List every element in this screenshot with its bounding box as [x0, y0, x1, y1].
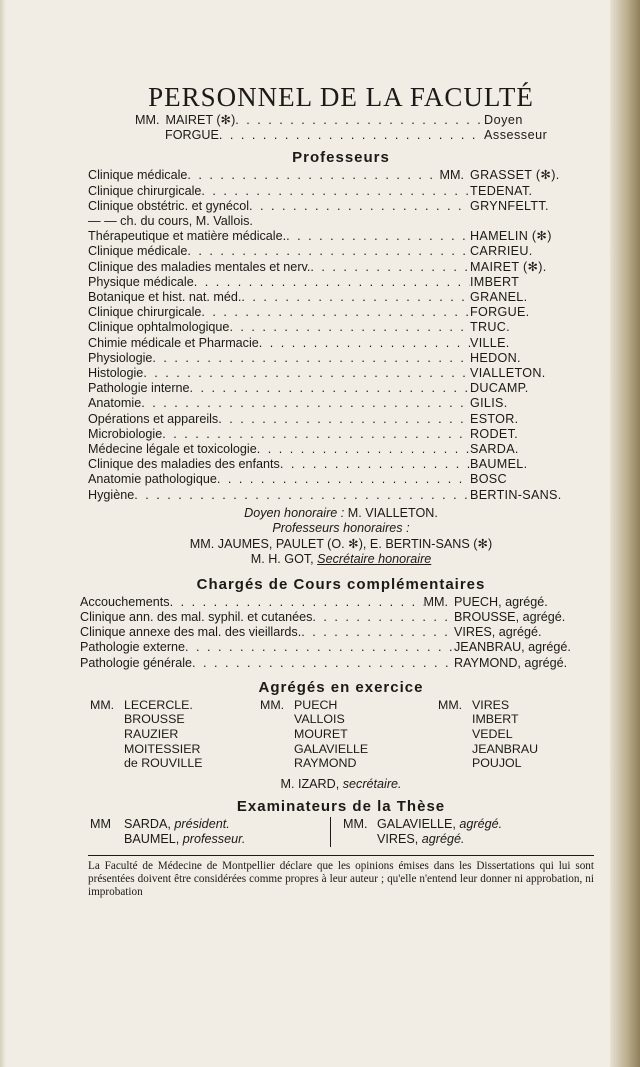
examiner-name: VIRES, [377, 832, 419, 847]
subject: Opérations et appareils [88, 411, 219, 426]
agrege-name: VIRES [472, 697, 510, 712]
leader-dots [229, 320, 470, 335]
examiner-role: agrégé. [421, 832, 465, 847]
leader-dots [217, 472, 470, 487]
professor-name: SARDA. [470, 442, 519, 457]
book-edge [610, 0, 640, 1067]
professor-name: TEDENAT. [470, 183, 533, 198]
professor-name: GRANEL. [470, 290, 528, 305]
professor-row [80, 396, 602, 411]
examiner-name: SARDA, [124, 817, 171, 832]
subject: Clinique médicale [88, 168, 188, 183]
agrege-item [90, 698, 260, 713]
prefix: MM. [90, 697, 115, 712]
officer-name: MAIRET (✻) [165, 113, 236, 127]
charge-name: VIRES, agrégé. [454, 625, 542, 640]
honorary-profs-names: MM. JAUMES, PAULET (O. ✻), E. BERTIN-SANS (✻) [189, 536, 493, 551]
agrege-item [260, 742, 438, 757]
agrege-item [438, 742, 598, 757]
professor-name: BERTIN-SANS. [470, 487, 562, 502]
agrege-name: LECERCLE. [124, 697, 193, 712]
subject: Médecine légale et toxicologie [88, 442, 257, 457]
subject: Physiologie [88, 350, 153, 365]
professor-name: BAUMEL. [470, 457, 528, 472]
subject: Histologie [88, 366, 144, 381]
page-shadow-left [0, 0, 6, 1067]
agreges-column [260, 698, 438, 771]
leader-dots [190, 381, 470, 396]
agrege-item [260, 698, 438, 713]
agreges-table [80, 698, 602, 771]
prefix [438, 742, 472, 757]
prefix [260, 756, 294, 771]
leader-dots [257, 442, 470, 457]
leader-dots [301, 625, 454, 640]
agrege-name: JEANBRAU [472, 741, 539, 756]
examiner-role: président. [174, 817, 230, 832]
faculty-personnel-page [80, 82, 602, 898]
agrege-item [90, 712, 260, 727]
secretary-title: secrétaire. [342, 776, 402, 791]
honorary-secretary-name: M. H. GOT, [250, 552, 314, 567]
professor-name: RODET. [470, 426, 518, 441]
subject: Physique médicale [88, 274, 194, 289]
honorary-dean-label: Doyen honoraire : [244, 505, 345, 520]
leader-dots [312, 610, 454, 625]
professor-name: TRUC. [470, 320, 510, 335]
agrege-item [260, 727, 438, 742]
examiner-name: GALAVIELLE, [377, 817, 456, 832]
subject: Hygiène [88, 487, 135, 502]
agrege-name: VEDEL [472, 727, 513, 742]
agrege-item [90, 742, 260, 757]
leader-dots [310, 260, 470, 275]
prefix [90, 742, 124, 757]
professor-row [80, 442, 602, 457]
subject: Chimie médicale et Pharmacie [88, 335, 259, 350]
officer-name: FORGUE [165, 128, 219, 143]
leader-dots [162, 427, 470, 442]
subject: Pathologie interne [88, 381, 190, 396]
professor-name: IMBERT [470, 274, 520, 289]
professor-name: GILIS. [470, 396, 508, 411]
professor-row [80, 412, 602, 427]
professor-name: DUCAMP. [470, 381, 529, 396]
leader-dots [219, 128, 484, 143]
professor-row [80, 457, 602, 472]
honorary-secretary [80, 552, 602, 568]
professor-name: GRASSET (✻). [470, 168, 560, 183]
honorary-secretary-title: Secrétaire honoraire [317, 552, 432, 567]
leader-dots [201, 305, 470, 320]
leader-dots [280, 457, 470, 472]
subject: Clinique chirurgicale [88, 183, 202, 198]
leader-dots [249, 199, 470, 214]
prefix: MM. [423, 594, 448, 609]
agrege-name: de ROUVILLE [124, 756, 203, 771]
charge-row [80, 610, 602, 625]
prefix: MM. [135, 113, 160, 127]
agrege-name: POUJOL [472, 756, 522, 771]
subject: Clinique médicale [88, 244, 188, 259]
professor-row [80, 214, 602, 229]
examiner-name: BAUMEL, [124, 832, 180, 847]
leader-dots [235, 113, 484, 128]
honorary-dean-name: M. VIALLETON. [347, 505, 438, 520]
officer-role: Assesseur [484, 128, 548, 143]
subject: — — ch. du cours, M. Vallois. [88, 214, 253, 229]
professor-row [80, 472, 602, 487]
professor-name: MAIRET (✻). [470, 259, 547, 274]
professors-list [80, 168, 602, 502]
agrege-item [438, 698, 598, 713]
agrege-item [90, 727, 260, 742]
charge-name: JEANBRAU, agrégé. [454, 640, 571, 655]
charge-name: BROUSSE, agrégé. [454, 610, 566, 625]
professor-row [80, 184, 602, 199]
professor-name: CARRIEU. [470, 244, 533, 259]
agrege-item [438, 712, 598, 727]
subject: Thérapeutique et matière médicale. [88, 229, 287, 244]
charges-heading: Chargés de Cours complémentaires [196, 575, 486, 593]
agrege-name: VALLOIS [294, 712, 345, 727]
examiner-row [343, 817, 502, 832]
agreges-column [438, 698, 598, 771]
professor-row [80, 244, 602, 259]
professor-row [80, 290, 602, 305]
agreges-heading: Agrégés en exercice [258, 678, 424, 696]
subject: Microbiologie [88, 426, 163, 441]
examiner-role: professeur. [182, 832, 246, 847]
leader-dots [286, 229, 470, 244]
leader-dots [170, 595, 424, 610]
professor-row [80, 260, 602, 275]
agrege-name: MOURET [294, 727, 348, 742]
agrege-name: BROUSSE [124, 712, 185, 727]
leader-dots [194, 275, 470, 290]
examiner-row [90, 817, 330, 832]
prefix: MM. [439, 168, 464, 183]
honorary-profs-heading: Professeurs honoraires : [272, 521, 410, 536]
charge-row [80, 640, 602, 655]
officers-section [80, 113, 602, 143]
charge-name: RAYMOND, agrégé. [454, 655, 568, 670]
prefix [438, 756, 472, 771]
charge-row [80, 656, 602, 671]
leader-dots [192, 656, 454, 671]
disclaimer-note: La Faculté de Médecine de Montpellier déclare que les opinions émises dans les Dissertations qui lui sont présentées doivent être considérées comme propres à leur auteur ; qu'elle n'entend leur donner ni approbation, ni improbation [88, 855, 594, 898]
subject: Clinique annexe des mal. des vieillards. [80, 625, 302, 640]
professor-row [80, 351, 602, 366]
subject: Clinique ophtalmologique [88, 320, 230, 335]
professor-name: ESTOR. [470, 411, 519, 426]
leader-dots [259, 336, 470, 351]
prefix: MM. [438, 697, 463, 712]
professor-row [80, 336, 602, 351]
examiners-heading: Examinateurs de la Thèse [236, 798, 446, 816]
professor-name: HEDON. [470, 350, 521, 365]
prefix: MM. [343, 817, 368, 832]
prefix [260, 727, 294, 742]
professor-row [80, 229, 602, 244]
leader-dots [187, 244, 470, 259]
prefix: MM [90, 817, 111, 832]
professor-row [80, 305, 602, 320]
prefix [90, 712, 124, 727]
agrege-item [438, 756, 598, 771]
subject: Anatomie [88, 396, 142, 411]
professor-row [80, 488, 602, 503]
prefix [260, 742, 294, 757]
secretary-name: M. IZARD, [280, 776, 340, 791]
charge-row [80, 625, 602, 640]
prefix [438, 712, 472, 727]
honorary-dean [80, 506, 602, 522]
leader-dots [185, 640, 454, 655]
examiners-table [80, 817, 602, 847]
agrege-name: PUECH [294, 697, 338, 712]
agrege-item [90, 756, 260, 771]
agrege-name: RAYMOND [294, 756, 357, 771]
professor-name: VIALLETON. [470, 366, 546, 381]
professor-row [80, 381, 602, 396]
leader-dots [143, 366, 470, 381]
subject: Clinique des maladies des enfants [88, 457, 280, 472]
examiner-role: agrégé. [459, 817, 503, 832]
subject: Accouchements [80, 594, 170, 609]
agrege-item [260, 712, 438, 727]
officer-row-dean [80, 113, 602, 128]
leader-dots [201, 184, 470, 199]
leader-dots [141, 396, 470, 411]
charge-name: PUECH, agrégé. [454, 594, 548, 609]
agrege-name: RAUZIER [124, 727, 179, 742]
subject: Clinique des maladies mentales et nerv. [88, 259, 311, 274]
examiners-right [331, 817, 502, 847]
officer-row-assessor [80, 128, 602, 143]
secretary-line [80, 777, 602, 793]
professor-row [80, 168, 602, 183]
subject: Clinique obstétric. et gynécol [88, 198, 250, 213]
subject: Clinique chirurgicale [88, 305, 202, 320]
page-title: PERSONNEL DE LA FACULTÉ [148, 82, 534, 112]
subject: Pathologie générale [80, 655, 193, 670]
agrege-name: GALAVIELLE [294, 741, 369, 756]
agreges-column [80, 698, 260, 771]
professor-name: VILLE. [470, 335, 510, 350]
agrege-item [260, 756, 438, 771]
agrege-name: IMBERT [472, 712, 519, 727]
charges-list [80, 595, 602, 671]
leader-dots [241, 290, 470, 305]
agrege-name: MOITESSIER [124, 741, 201, 756]
leader-dots [218, 412, 470, 427]
prefix [90, 756, 124, 771]
leader-dots [134, 488, 470, 503]
prefix [90, 727, 124, 742]
professor-row [80, 427, 602, 442]
charge-row [80, 595, 602, 610]
agrege-item [438, 727, 598, 742]
professor-row [80, 366, 602, 381]
officer-role: Doyen [484, 113, 523, 127]
professor-name: FORGUE. [470, 305, 530, 320]
professor-name: HAMELIN (✻) [470, 229, 552, 244]
honorary-profs-label [80, 521, 602, 537]
professor-name: BOSC [470, 472, 507, 487]
leader-dots [187, 168, 439, 183]
examiner-row [90, 832, 330, 847]
prefix [438, 727, 472, 742]
examiner-row [343, 832, 502, 847]
professor-row [80, 320, 602, 335]
prefix [260, 712, 294, 727]
prefix: MM. [260, 697, 285, 712]
professors-heading: Professeurs [292, 149, 390, 167]
subject: Pathologie externe [80, 640, 186, 655]
professor-row [80, 199, 602, 214]
subject: Botanique et hist. nat. méd. [88, 290, 242, 305]
professor-name: GRYNFELTT. [470, 198, 549, 213]
professor-row [80, 275, 602, 290]
examiners-left [80, 817, 331, 847]
leader-dots [152, 351, 470, 366]
subject: Anatomie pathologique [88, 472, 217, 487]
subject: Clinique ann. des mal. syphil. et cutanées [80, 610, 313, 625]
